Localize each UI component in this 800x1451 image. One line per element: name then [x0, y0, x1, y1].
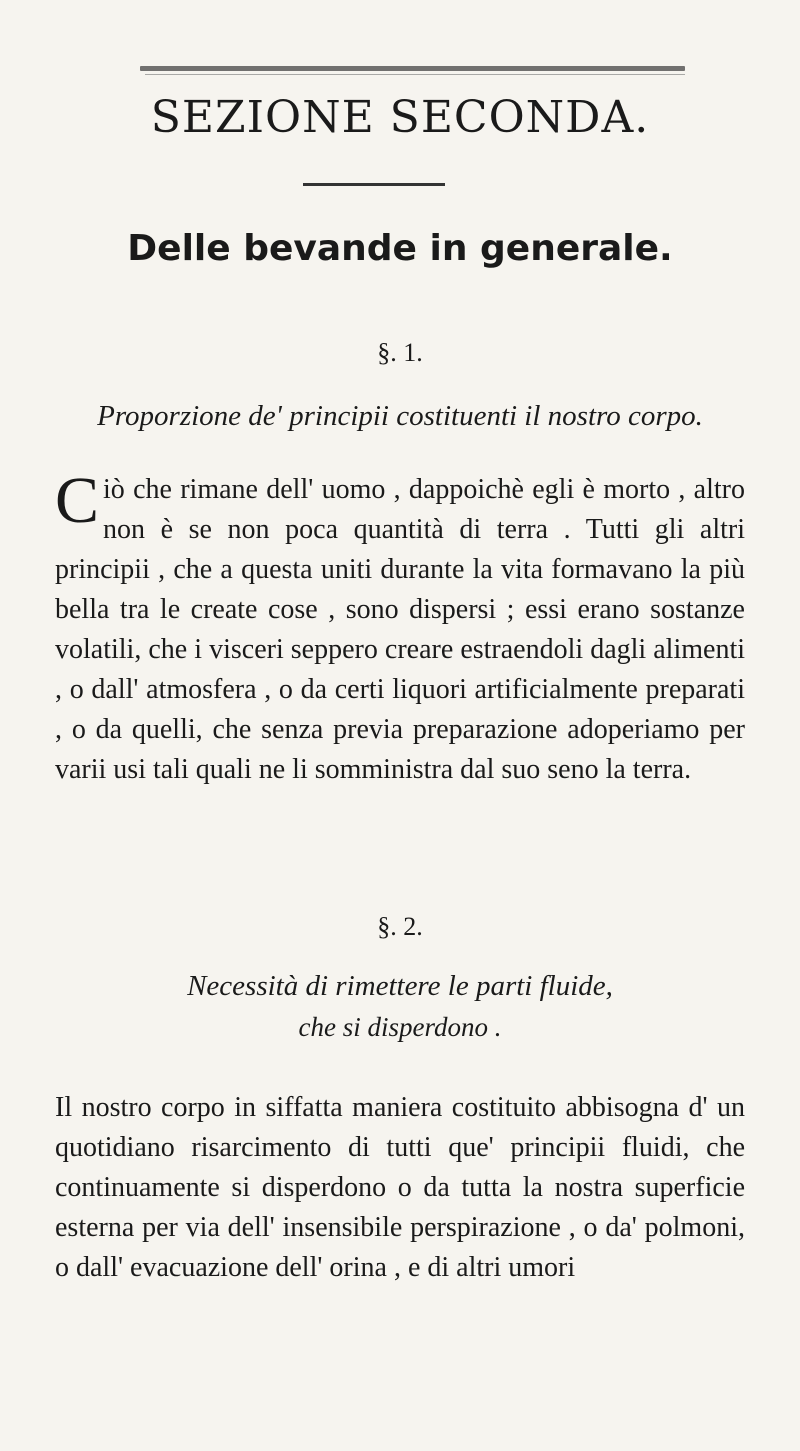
section-title: SEZIONE SECONDA. [150, 92, 650, 143]
section-2-text: Il nostro corpo in siffatta maniera costituito abbisogna d' un quotidiano risarcimento di tutti que' principii fluidi, che continuamente si disperdono o da tutta la nostra superficie esterna per via dell' insensibile perspirazione , o da' polmoni, o dall' evacuazione dell' orina , e di altri umori [55, 1092, 745, 1283]
section-1-text: iò che rimane dell' uomo , dappoichè egli è morto , altro non è se non poca quantità di terra . Tutti gli altri principii , che a questa uniti durante la vita formavano la più bella tra le create cose , sono dispersi ; essi erano sostanze volatili, che i visceri seppero creare estraendoli dagli alimenti , o dall' atmosfera , o da certi liquori artificialmente preparati , o da quelli, che senza previa preparazione adoperiamo per varii usi tali quali ne li somministra dal suo seno la terra. [55, 474, 745, 785]
section-2-heading-line2: che si disperdono . [298, 1012, 502, 1042]
drop-cap-letter: C [55, 464, 100, 537]
chapter-title: Delle bevande in generale. [127, 228, 673, 269]
section-1-mark: §. 1. [377, 338, 423, 367]
top-ornamental-rule [140, 66, 685, 71]
section-2-paragraph [55, 1088, 745, 1288]
title-divider [303, 183, 445, 186]
top-thin-rule [145, 74, 685, 75]
section-2-heading-line1: Necessità di rimettere le parti fluide, [187, 970, 613, 1002]
section-1-heading: Proporzione de' principii costituenti il nostro corpo. [97, 400, 703, 432]
section-2-mark: §. 2. [377, 912, 423, 941]
section-1-paragraph [55, 464, 745, 790]
